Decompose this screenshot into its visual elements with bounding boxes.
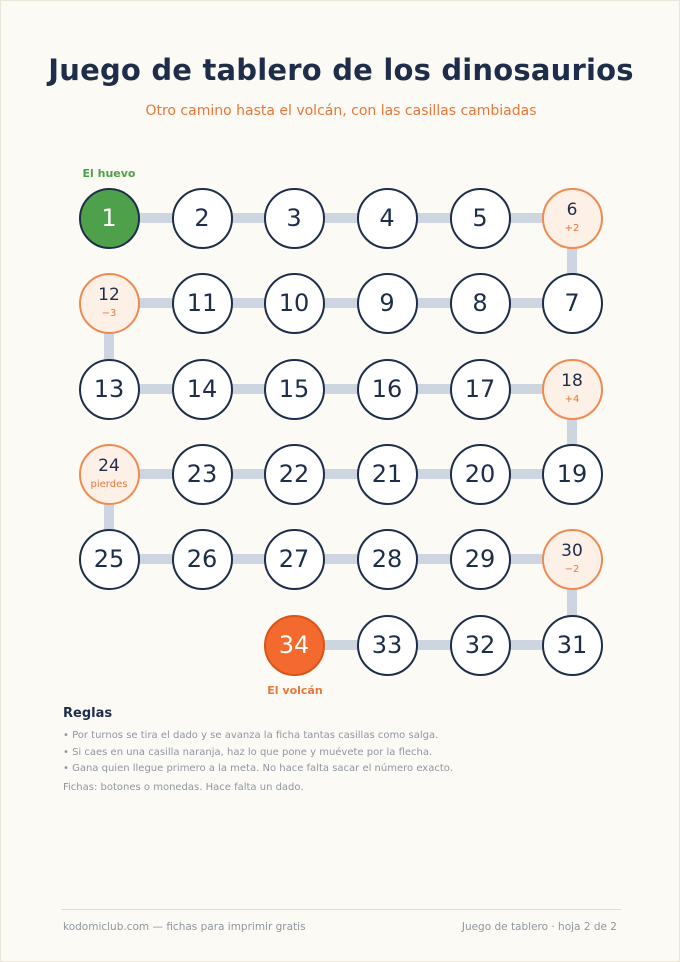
cell-number: 18 [561,371,583,391]
board-cell [172,444,233,505]
board-cell [542,615,603,676]
cell-number: 8 [472,289,488,317]
board-cell [357,529,418,590]
cell-number: 26 [186,545,218,573]
cell-number: 12 [98,285,120,305]
page-title: Juego de tablero de los dinosaurios [48,53,634,87]
board-cell [172,359,233,420]
board-cell [79,359,140,420]
board-cell [264,273,325,334]
board-cell-goal [264,615,325,676]
cell-effect: −3 [101,308,117,319]
cell-number: 16 [371,375,403,403]
board-cell [542,444,603,505]
cell-number: 23 [186,460,218,488]
cell-number: 28 [371,545,403,573]
cell-number: 15 [278,375,310,403]
footer-page-info: Juego de tablero · hoja 2 de 2 [461,921,617,933]
cell-number: 14 [186,375,218,403]
board-cell [357,359,418,420]
board-cell [450,359,511,420]
footer-divider [61,909,621,910]
cell-number: 11 [186,289,218,317]
board-cell [264,188,325,249]
board-cell [450,529,511,590]
cell-number: 27 [278,545,310,573]
cell-number: 20 [464,460,496,488]
cell-number: 4 [379,204,395,232]
board-cell [264,529,325,590]
cell-number: 31 [556,631,588,659]
cell-effect: pierdes [90,479,128,490]
cell-number: 10 [278,289,310,317]
cell-number: 13 [93,375,125,403]
board-cell [172,188,233,249]
cell-effect: +4 [564,394,580,405]
cell-number: 21 [371,460,403,488]
rules-list [63,728,453,778]
cell-number: 1 [101,204,117,232]
board-cell [357,615,418,676]
cell-number: 29 [464,545,496,573]
board-cell [172,529,233,590]
rule-item: • Si caes en una casilla naranja, haz lo que pone y muévete por la flecha. [63,746,433,758]
cell-number: 34 [278,631,310,659]
board-cell-special [79,273,140,334]
page-subtitle: Otro camino hasta el volcán, con las casillas cambiadas [145,103,537,119]
board-cell-start [79,188,140,249]
board-cell [79,529,140,590]
rule-item: • Gana quien llegue primero a la meta. No hace falta sacar el número exacto. [63,763,453,774]
board-cell [172,273,233,334]
board-cell-special [542,359,603,420]
footer-site: kodomiclub.com — fichas para imprimir gratis [63,921,306,933]
cell-number: 32 [464,631,496,659]
cell-number: 25 [93,545,125,573]
rule-item: • Por turnos se tira el dado y se avanza la ficha tantas casillas como salga. [63,730,439,741]
board-cell [450,615,511,676]
cell-number: 17 [464,375,496,403]
board-cell-special [79,444,140,505]
board-cell [357,273,418,334]
board-cell [450,444,511,505]
board-cell-special [542,188,603,249]
rules-heading: Reglas [63,706,113,721]
cell-effect: +2 [564,223,580,234]
cell-number: 30 [561,541,583,561]
cell-effect: −2 [564,564,580,575]
cell-number: 9 [379,289,395,317]
cell-number: 24 [98,456,120,476]
cell-number: 7 [564,289,580,317]
board-cell [264,444,325,505]
board-cell [357,444,418,505]
start-label: El huevo [82,167,136,180]
materials-note: Fichas: botones o monedas. Hace falta un dado. [63,782,304,793]
cell-number: 2 [194,204,210,232]
cell-number: 6 [566,200,578,220]
board-cell [264,359,325,420]
cell-number: 33 [371,631,403,659]
board-cell [450,273,511,334]
cell-number: 19 [556,460,588,488]
board-cell [357,188,418,249]
cell-number: 5 [472,204,488,232]
board-cell [542,273,603,334]
board-cell-special [542,529,603,590]
board-cell [450,188,511,249]
goal-label: El volcán [267,684,323,697]
game-board [1,1,680,721]
cell-number: 3 [286,204,302,232]
cell-number: 22 [278,460,310,488]
